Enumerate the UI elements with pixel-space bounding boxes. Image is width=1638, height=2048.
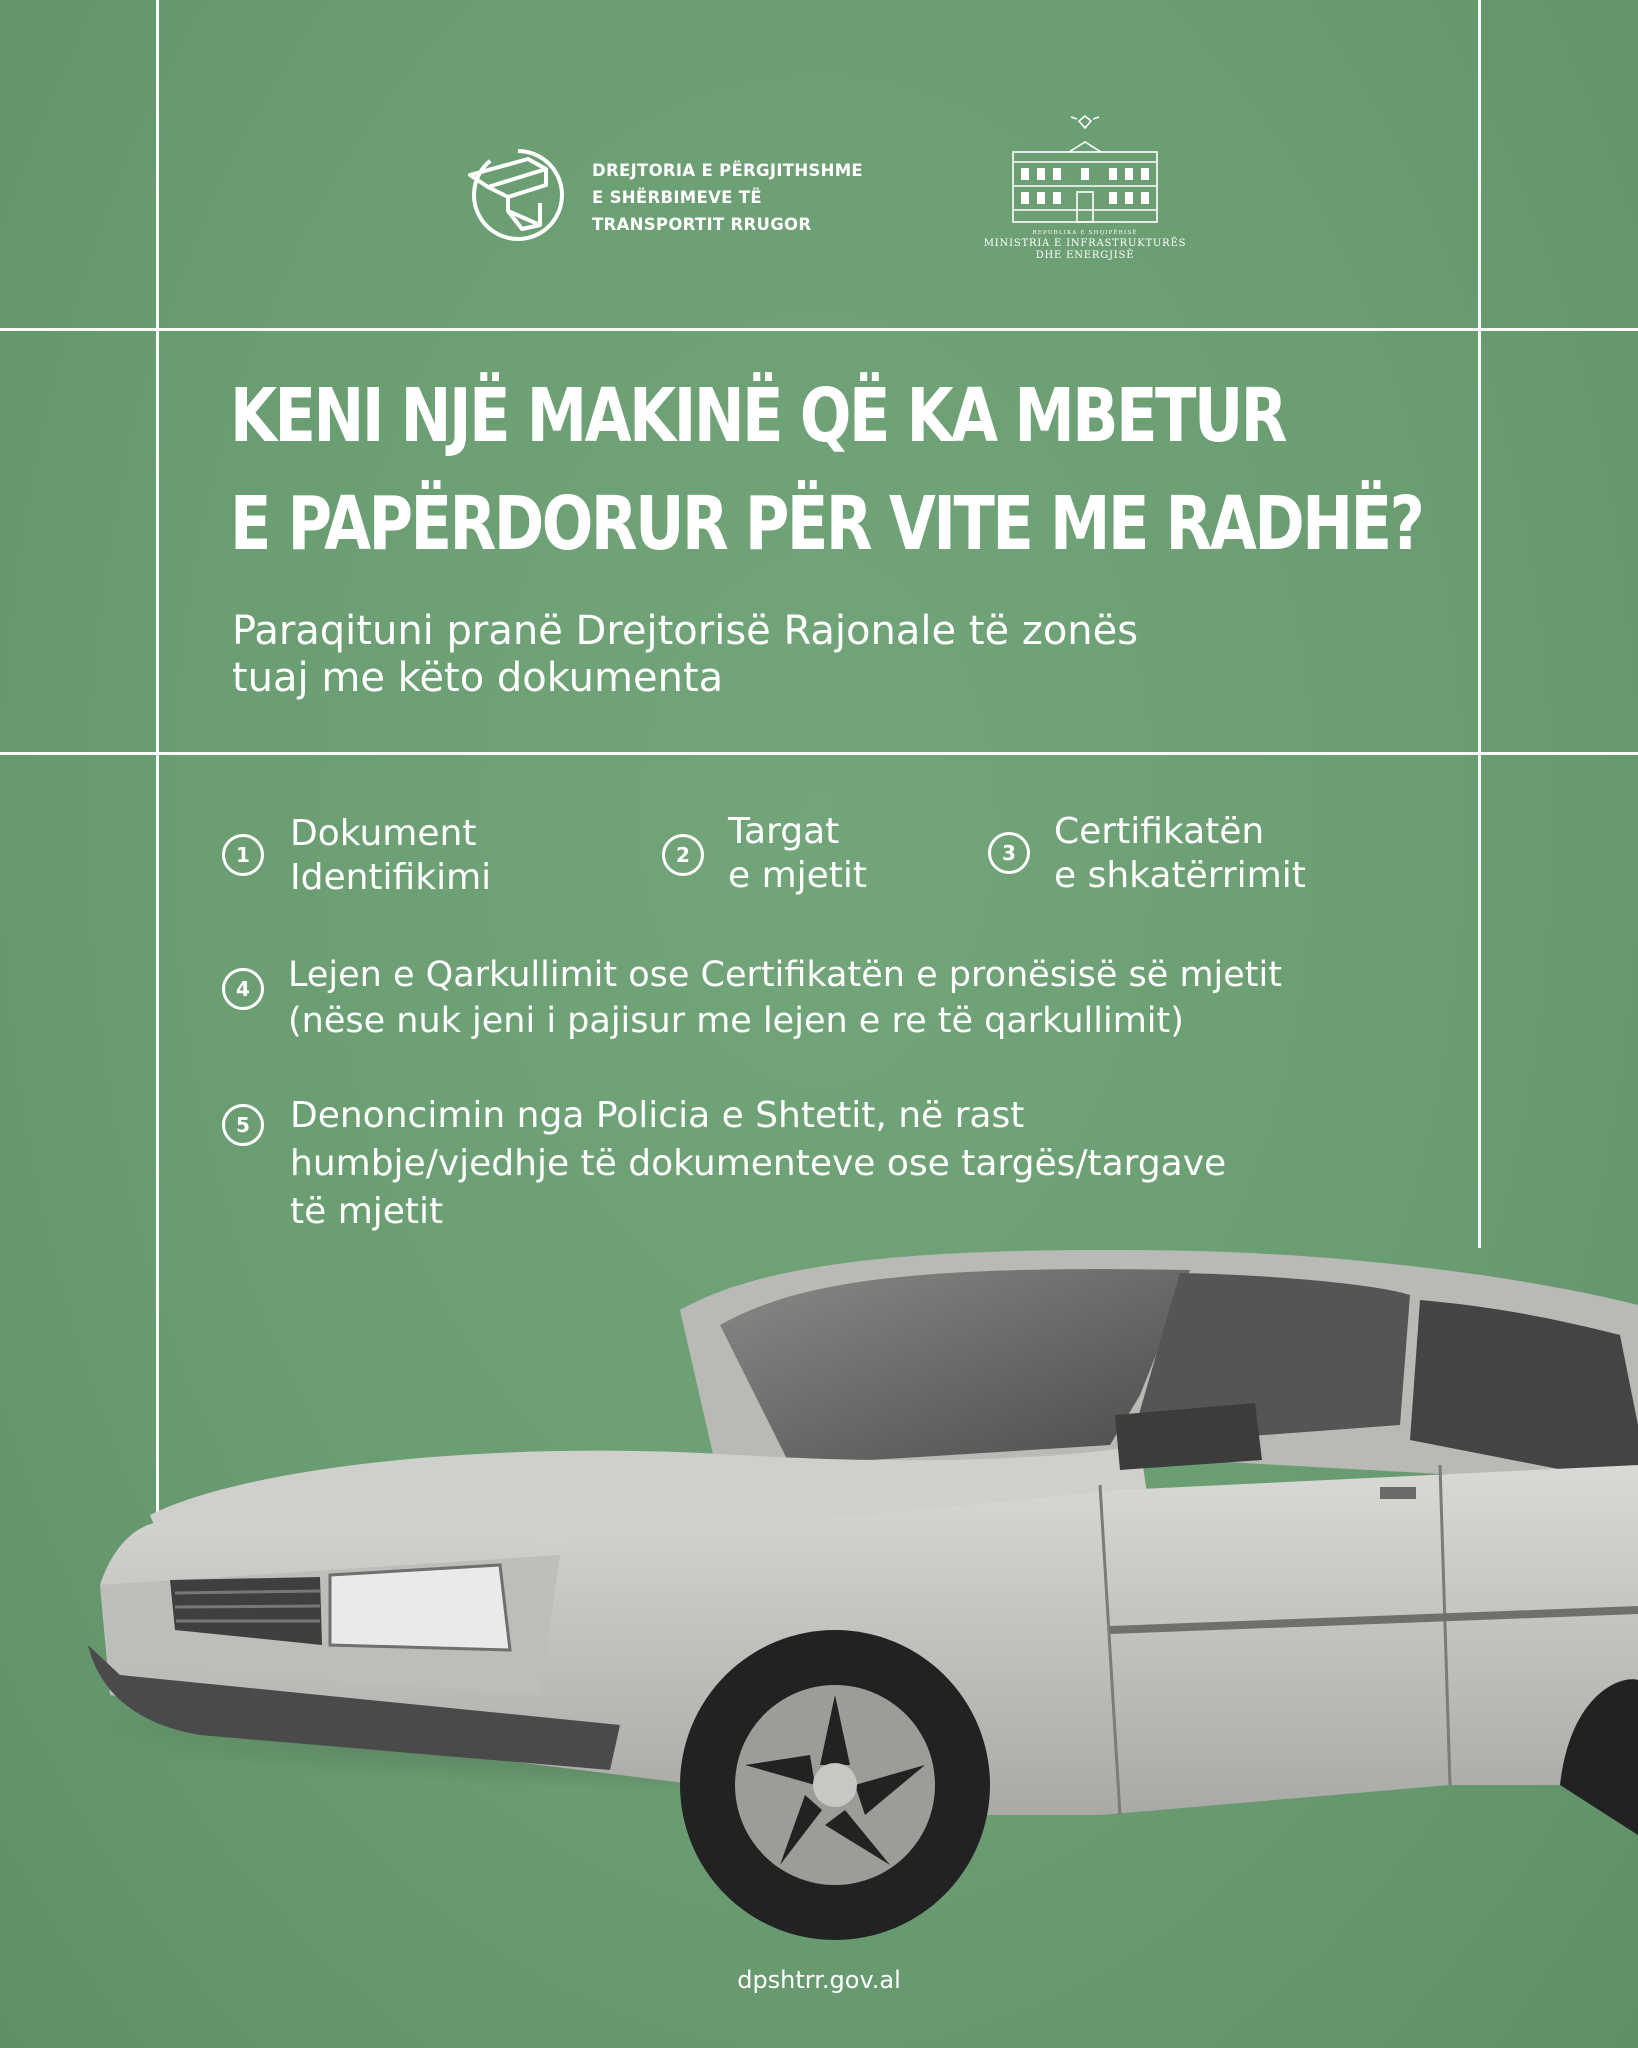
headline-line-1: KENI NJË MAKINË QË KA MBETUR bbox=[230, 373, 1286, 459]
number-badge: 2 bbox=[662, 834, 704, 876]
document-item-4 bbox=[222, 952, 1462, 1052]
headline-line-2: E PAPËRDORUR PËR VITE ME RADHË? bbox=[230, 481, 1423, 567]
republic-label: REPUBLIKA E SHQIPËRISË bbox=[1032, 230, 1138, 236]
dpshtrr-logo bbox=[468, 145, 868, 245]
subheadline-line-2: tuaj me këto dokumenta bbox=[232, 655, 724, 701]
document-text: Lejen e Qarkullimit ose Certifikatën e pronësisë së mjetit (nëse nuk jeni i pajisur me lejen e re të qarkullimit) bbox=[288, 955, 1282, 1041]
frame-line-right bbox=[1478, 0, 1481, 1248]
document-item-1 bbox=[222, 812, 642, 912]
ministry-logo bbox=[975, 110, 1195, 270]
ministry-name: MINISTRIA E INFRASTRUKTURËS DHE ENERGJISË bbox=[983, 238, 1187, 261]
organization-name: DREJTORIA E PËRGJITHSHME E SHËRBIMEVE TË TRANSPORTIT RRUGOR bbox=[592, 161, 864, 234]
frame-line-middle bbox=[0, 752, 1638, 755]
car-photo bbox=[0, 1225, 1638, 1965]
number-badge: 4 bbox=[222, 968, 264, 1010]
website-footer: dpshtrr.gov.al bbox=[737, 1966, 901, 1994]
frame-line-top bbox=[0, 328, 1638, 331]
document-item-5 bbox=[222, 1092, 1442, 1242]
number-badge: 5 bbox=[222, 1104, 264, 1146]
number-badge: 1 bbox=[222, 834, 264, 876]
ministry-building-seal-icon bbox=[1005, 110, 1165, 228]
document-text: Dokument Identifikimi bbox=[290, 813, 492, 898]
document-text: Certifikatën e shkatërrimit bbox=[1054, 811, 1306, 896]
document-item-3 bbox=[988, 810, 1388, 910]
document-text: Targat e mjetit bbox=[728, 811, 868, 896]
subheadline bbox=[232, 608, 1432, 702]
subheadline-line-1: Paraqituni pranë Drejtorisë Rajonale të zonës bbox=[232, 608, 1139, 654]
dpshtrr-logo-icon bbox=[468, 145, 568, 245]
number-badge: 3 bbox=[988, 832, 1030, 874]
document-text: Denoncimin nga Policia e Shtetit, në rast humbje/vjedhje të dokumenteve ose targës/targave të mjetit bbox=[290, 1095, 1227, 1232]
headline bbox=[230, 362, 1423, 578]
document-item-2 bbox=[662, 810, 962, 910]
